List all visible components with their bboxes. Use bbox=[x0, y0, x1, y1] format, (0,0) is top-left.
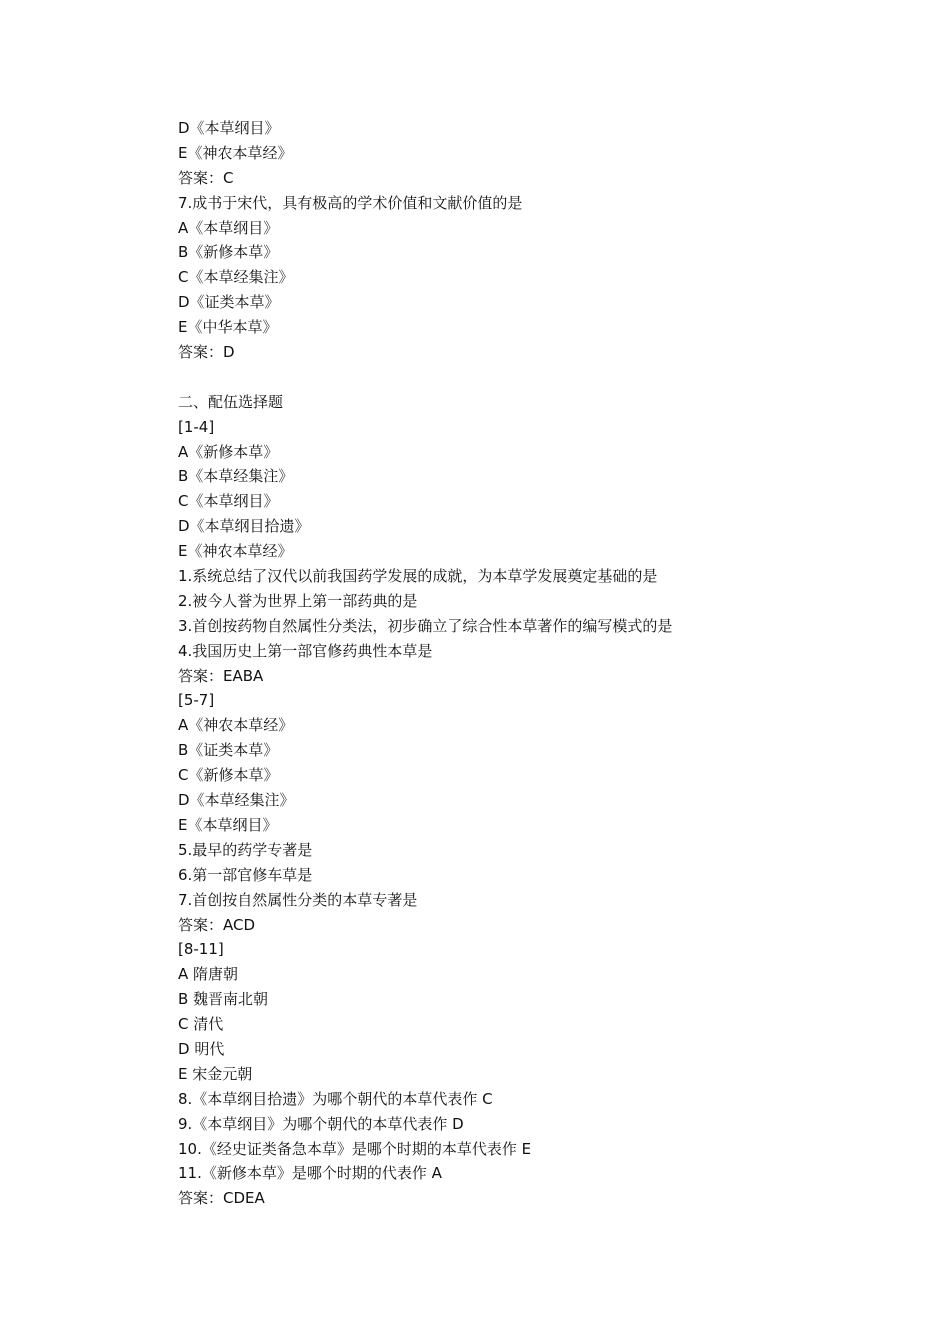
question-line: 4.我国历史上第一部官修药典性本草是 bbox=[178, 641, 433, 660]
option-line: A《神农本草经》 bbox=[178, 716, 294, 735]
question-line: 11.《新修本草》是哪个时期的代表作 A bbox=[178, 1164, 442, 1183]
answer-line: 答案：D bbox=[178, 343, 235, 362]
option-line: E 宋金元朝 bbox=[178, 1064, 253, 1083]
question-line: 2.被今人誉为世界上第一部药典的是 bbox=[178, 591, 418, 610]
question-line: 3.首创按药物自然属性分类法，初步确立了综合性本草著作的编写模式的是 bbox=[178, 616, 673, 635]
option-line: D《证类本草》 bbox=[178, 293, 280, 312]
question-line: 6.第一部官修车草是 bbox=[178, 865, 313, 884]
option-line: A 隋唐朝 bbox=[178, 965, 239, 984]
option-line: E《神农本草经》 bbox=[178, 542, 293, 561]
option-line: B《证类本草》 bbox=[178, 741, 279, 760]
question-line: 9.《本草纲目》为哪个朝代的本草代表作 D bbox=[178, 1114, 464, 1133]
option-line: C《本草经集注》 bbox=[178, 268, 294, 287]
answer-line: 答案：ACD bbox=[178, 915, 256, 934]
question-line: 8.《本草纲目拾遗》为哪个朝代的本草代表作 C bbox=[178, 1089, 493, 1108]
option-line: A《新修本草》 bbox=[178, 442, 279, 461]
group-label: [5-7] bbox=[178, 691, 215, 710]
question-line: 7.首创按自然属性分类的本草专著是 bbox=[178, 890, 418, 909]
question-line: 10.《经史证类备急本草》是哪个时期的本草代表作 E bbox=[178, 1139, 532, 1158]
option-line: C《本草纲目》 bbox=[178, 492, 279, 511]
answer-line: 答案：CDEA bbox=[178, 1189, 265, 1208]
option-line: D《本草经集注》 bbox=[178, 791, 295, 810]
section-heading: 二、配伍选择题 bbox=[178, 392, 284, 411]
question-line: 5.最早的药学专著是 bbox=[178, 840, 313, 859]
document-page bbox=[178, 116, 878, 1211]
answer-line: 答案：EABA bbox=[178, 666, 264, 685]
option-line: C《新修本草》 bbox=[178, 766, 279, 785]
option-line: C 清代 bbox=[178, 1015, 224, 1034]
group-label: [8-11] bbox=[178, 940, 224, 959]
option-line: B《本草经集注》 bbox=[178, 467, 294, 486]
question-line: 7.成书于宋代，具有极高的学术价值和文献价值的是 bbox=[178, 193, 523, 212]
text-line: D《本草纲目》 bbox=[178, 119, 280, 137]
text-line: E《神农本草经》 bbox=[178, 143, 293, 162]
question-line: 1.系统总结了汉代以前我国药学发展的成就，为本草学发展奠定基础的是 bbox=[178, 567, 658, 586]
blank-line bbox=[178, 365, 878, 390]
option-line: B《新修本草》 bbox=[178, 243, 279, 262]
option-line: E《中华本草》 bbox=[178, 318, 278, 337]
option-line: D 明代 bbox=[178, 1039, 225, 1058]
answer-line: 答案：C bbox=[178, 168, 234, 187]
option-line: E《本草纲目》 bbox=[178, 815, 278, 834]
group-label: [1-4] bbox=[178, 417, 215, 436]
option-line: A《本草纲目》 bbox=[178, 218, 279, 237]
option-line: B 魏晋南北朝 bbox=[178, 990, 269, 1009]
option-line: D《本草纲目拾遗》 bbox=[178, 517, 310, 536]
